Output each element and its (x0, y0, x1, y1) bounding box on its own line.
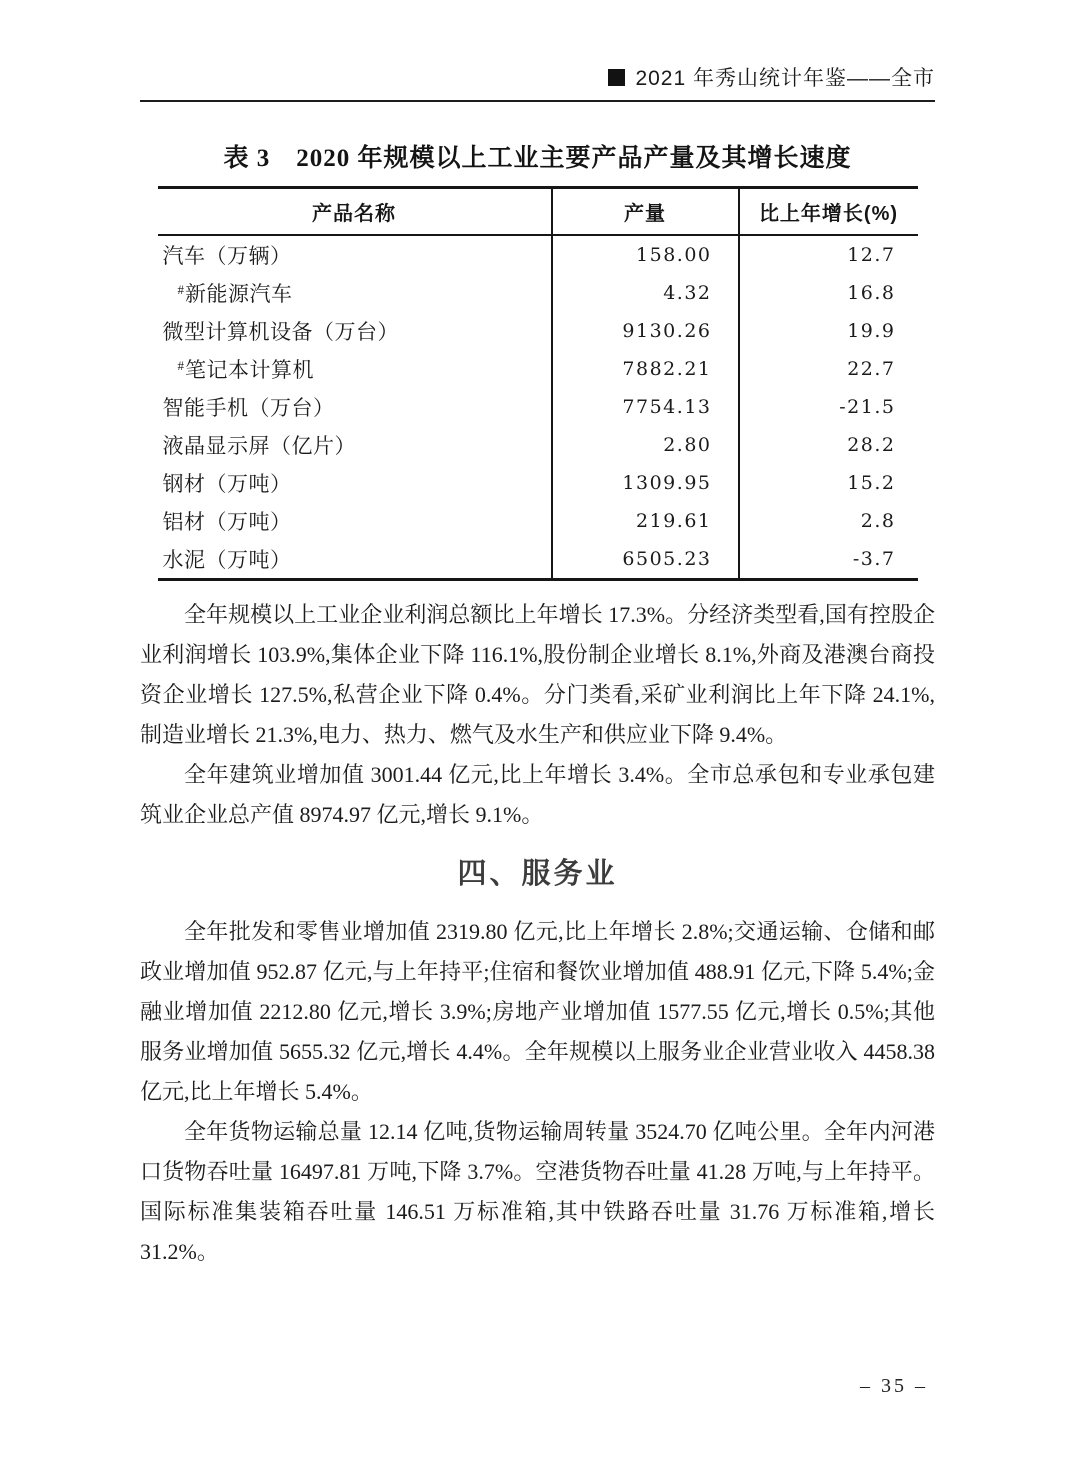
page-number: – 35 – (860, 1375, 928, 1397)
table-row (158, 312, 918, 350)
running-head (140, 0, 935, 102)
paragraph-transport: 全年货物运输总量 12.14 亿吨,货物运输周转量 3524.70 亿吨公里。全年内河港口货物吞吐量 16497.81 万吨,下降 3.7%。空港货物吞吐量 41.28 万吨,与上年持平。国际标准集装箱吞吐量 146.51 万标准箱,其中铁路吞吐量 31.76 万标准箱,增长 31.2%。 (140, 1119, 935, 1264)
of-which-marker: # (177, 358, 184, 373)
col-header-output: 产量 (552, 188, 739, 236)
table-row (158, 350, 918, 388)
output-value: 158.00 (552, 235, 739, 274)
table-row (158, 502, 918, 540)
product-name: 水泥（万吨） (162, 548, 292, 572)
growth-value: 28.2 (739, 426, 918, 464)
of-which-marker: # (177, 282, 184, 297)
growth-value: 12.7 (739, 235, 918, 274)
industrial-products-table (158, 186, 918, 581)
section-heading-services: 四、服务业 (457, 858, 618, 890)
output-value: 6505.23 (552, 540, 739, 580)
col-header-product-name: 产品名称 (158, 188, 552, 236)
output-value: 7754.13 (552, 388, 739, 426)
table-row (158, 426, 918, 464)
paragraph-industry-profit: 全年规模以上工业企业利润总额比上年增长 17.3%。分经济类型看,国有控股企业利润增长 103.9%,集体企业下降 116.1%,股份制企业增长 8.1%,外商及港澳台商投资企业增长 127.5%,私营企业下降 0.4%。分门类看,采矿业利润比上年下降 24.1%,制造业增长 21.3%,电力、热力、燃气及水生产和供应业下降 9.4%。 (140, 602, 935, 747)
output-value: 4.32 (552, 274, 739, 312)
growth-value: 22.7 (739, 350, 918, 388)
paragraph-construction: 全年建筑业增加值 3001.44 亿元,比上年增长 3.4%。全市总承包和专业承包建筑业企业总产值 8974.97 亿元,增长 9.1%。 (140, 762, 935, 827)
table-title: 表 3 2020 年规模以上工业主要产品产量及其增长速度 (223, 145, 852, 172)
product-name: 微型计算机设备（万台） (162, 320, 399, 344)
table-row (158, 464, 918, 502)
output-value: 9130.26 (552, 312, 739, 350)
product-name: 汽车（万辆） (162, 244, 292, 268)
growth-value: -21.5 (739, 388, 918, 426)
product-name: 新能源汽车 (185, 282, 293, 306)
table-row (158, 388, 918, 426)
table-row (158, 540, 918, 580)
black-square-icon (608, 69, 625, 86)
output-value: 7882.21 (552, 350, 739, 388)
output-value: 1309.95 (552, 464, 739, 502)
product-name: 钢材（万吨） (162, 472, 292, 496)
growth-value: 15.2 (739, 464, 918, 502)
body-text-block-2 (140, 912, 935, 1272)
running-head-title: 2021 年秀山统计年鉴——全市 (635, 67, 935, 90)
table-row (158, 235, 918, 274)
output-value: 2.80 (552, 426, 739, 464)
table-header-row (158, 188, 918, 236)
paragraph-services-value-added: 全年批发和零售业增加值 2319.80 亿元,比上年增长 2.8%;交通运输、仓储和邮政业增加值 952.87 亿元,与上年持平;住宿和餐饮业增加值 488.91 亿元,下降 5.4%;金融业增加值 2212.80 亿元,增长 3.9%;房地产业增加值 1577.55 亿元,增长 0.5%;其他服务业增加值 5655.32 亿元,增长 4.4%。全年规模以上服务业企业营业收入 4458.38 亿元,比上年增长 5.4%。 (140, 919, 935, 1104)
growth-value: 19.9 (739, 312, 918, 350)
product-name: 液晶显示屏（亿片） (162, 434, 356, 458)
col-header-growth: 比上年增长(%) (739, 188, 918, 236)
product-name: 铝材（万吨） (162, 510, 292, 534)
growth-value: 2.8 (739, 502, 918, 540)
product-name: 笔记本计算机 (185, 358, 314, 382)
body-text-block-1 (140, 595, 935, 835)
output-value: 219.61 (552, 502, 739, 540)
growth-value: 16.8 (739, 274, 918, 312)
growth-value: -3.7 (739, 540, 918, 580)
product-name: 智能手机（万台） (162, 396, 335, 420)
table-row (158, 274, 918, 312)
